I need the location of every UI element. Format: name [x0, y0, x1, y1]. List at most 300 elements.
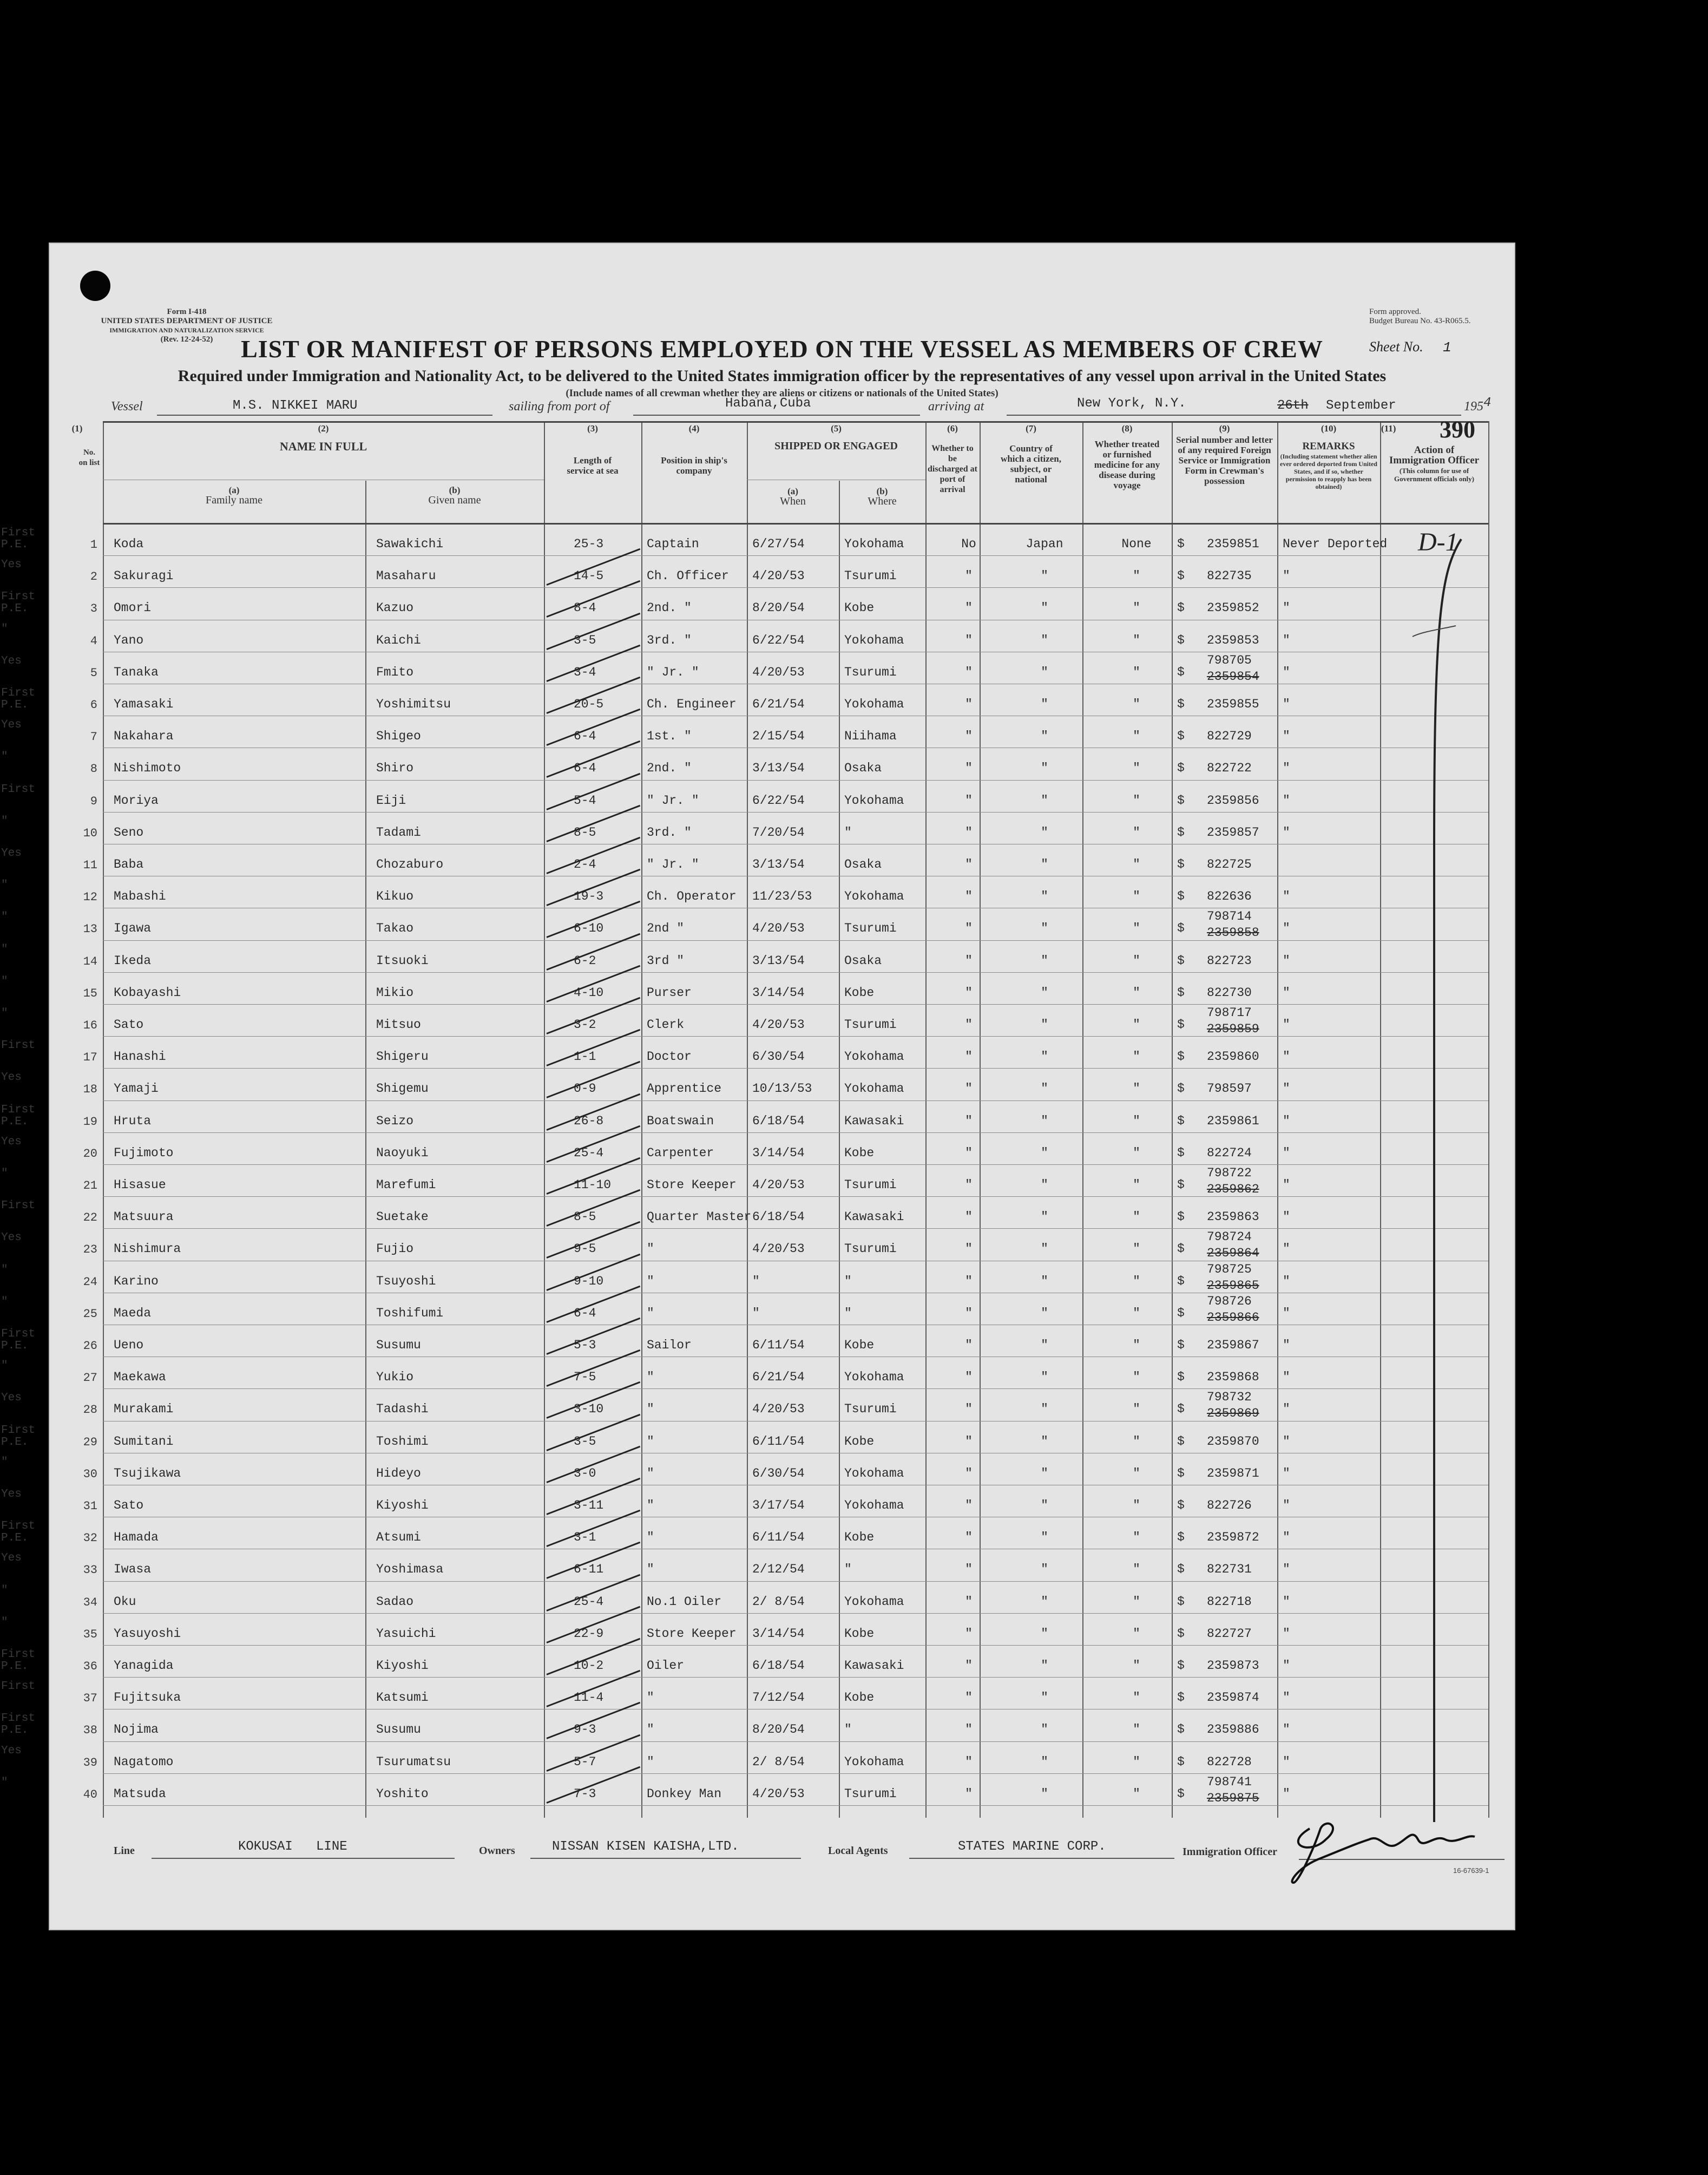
cell-family: Koda [114, 537, 144, 551]
cell-given: Yoshimitsu [376, 697, 451, 711]
cell-discharge: " [965, 1691, 973, 1705]
cell-where: Osaka [844, 857, 882, 872]
table-row [1, 813, 1488, 844]
cell-remarks: " [1283, 1691, 1290, 1705]
cell-given: Fmito [376, 665, 414, 679]
cell-position: 3rd " [647, 953, 685, 968]
cell-dollar-sign: $ [1177, 1018, 1185, 1032]
cell-dollar-sign: $ [1177, 1402, 1185, 1417]
cell-serial: 2359862 [1207, 1182, 1259, 1196]
cell-where: Kobe [844, 1530, 875, 1545]
agents-underline [909, 1858, 1174, 1859]
row-number: 11 [83, 859, 97, 872]
cell-country: " [1041, 1018, 1048, 1032]
cell-family: Sato [114, 1498, 144, 1512]
cell-position: Boatswain [647, 1113, 714, 1128]
cell-dollar-sign: $ [1177, 1786, 1185, 1801]
table-row [1, 1614, 1488, 1646]
cell-given: Yoshito [376, 1786, 429, 1801]
cell-when: 7/20/54 [752, 825, 805, 840]
cell-family: Ikeda [114, 953, 152, 968]
cell-position: " [647, 1754, 654, 1769]
cell-position: Purser [647, 985, 692, 1000]
cell-remarks: " [1283, 1466, 1290, 1480]
cell-dollar-sign: $ [1177, 1659, 1185, 1673]
table-row [1, 1389, 1488, 1421]
cell-when: 6/21/54 [752, 1370, 805, 1385]
cell-dollar-sign: $ [1177, 1050, 1185, 1064]
row-number: 10 [83, 826, 97, 840]
row-mark: Yes [1, 847, 22, 860]
cell-medicine: " [1133, 1562, 1140, 1577]
cell-country: " [1041, 1242, 1048, 1256]
cell-medicine: " [1133, 601, 1140, 615]
table-row [1, 1774, 1488, 1806]
row-mark: " [1, 975, 8, 988]
cell-country: " [1041, 1498, 1048, 1512]
cell-serial: 2359875 [1207, 1791, 1259, 1805]
cell-dollar-sign: $ [1177, 665, 1185, 679]
row-number: 21 [83, 1179, 97, 1193]
cell-medicine: " [1133, 1306, 1140, 1320]
cell-position: Donkey Man [647, 1786, 722, 1801]
table-row [1, 1005, 1488, 1037]
col-serial-header [1172, 423, 1277, 486]
cell-when: 3/17/54 [752, 1498, 805, 1512]
cell-discharge: " [965, 1530, 973, 1545]
cell-serial: 822735 [1207, 569, 1252, 584]
cell-country: " [1041, 1754, 1048, 1769]
cell-serial: 2359863 [1207, 1210, 1259, 1224]
cell-family: Matsuura [114, 1210, 174, 1224]
cell-given: Eiji [376, 793, 406, 808]
row-number: 15 [83, 986, 97, 1000]
table-row [1, 1165, 1488, 1197]
cell-remarks: " [1283, 1370, 1290, 1385]
cell-family: Omori [114, 601, 152, 615]
cell-where: Kobe [844, 985, 875, 1000]
col-label: Family name [206, 494, 262, 506]
cell-discharge: " [965, 761, 973, 776]
cell-given: Tadami [376, 825, 421, 840]
cell-medicine: " [1133, 793, 1140, 808]
row-number: 23 [83, 1243, 97, 1257]
cell-family: Sato [114, 1018, 144, 1032]
cell-serial: 822730 [1207, 985, 1252, 1000]
cell-remarks: " [1283, 1113, 1290, 1128]
cell-country: " [1041, 1594, 1048, 1609]
cell-medicine: None [1121, 537, 1152, 551]
arrival-month: September [1326, 398, 1396, 413]
cell-service: 3-11 [574, 1498, 604, 1512]
cell-remarks: " [1283, 1178, 1290, 1192]
cell-family: Nagatomo [114, 1754, 174, 1769]
cell-serial: 2359886 [1207, 1722, 1259, 1737]
col-num: (6) [947, 423, 958, 434]
cell-position: " [647, 1370, 654, 1385]
row-number: 28 [83, 1403, 97, 1417]
cell-service: 8-5 [574, 825, 596, 840]
col-label: SHIPPED OR ENGAGED [774, 440, 898, 452]
cell-country: " [1041, 1274, 1048, 1288]
cell-country: " [1041, 1722, 1048, 1737]
cell-service: 11-10 [574, 1178, 612, 1192]
cell-when: 4/20/53 [752, 921, 805, 936]
table-row [1, 716, 1488, 748]
cell-given: Suetake [376, 1210, 429, 1224]
cell-discharge: " [965, 793, 973, 808]
cell-given: Toshifumi [376, 1306, 444, 1320]
cell-where: Tsurumi [844, 1018, 897, 1032]
cell-family: Sumitani [114, 1434, 174, 1449]
cell-remarks: " [1283, 1145, 1290, 1160]
cell-dollar-sign: $ [1177, 889, 1185, 904]
cell-serial: 2359851 [1207, 537, 1259, 551]
cell-dollar-sign: $ [1177, 569, 1185, 584]
cell-medicine: " [1133, 1754, 1140, 1769]
print-code: 16-67639-1 [1453, 1866, 1489, 1875]
cell-discharge: " [965, 1434, 973, 1449]
cell-position: 3rd. " [647, 825, 692, 840]
cell-service: 5-3 [574, 1338, 596, 1352]
cell-dollar-sign: $ [1177, 953, 1185, 968]
cell-position: " [647, 1466, 654, 1480]
cell-country: " [1041, 761, 1048, 776]
cell-remarks: " [1283, 889, 1290, 904]
cell-serial-replacement: 798724 [1207, 1230, 1252, 1244]
cell-family: Oku [114, 1594, 136, 1609]
table-row [1, 1037, 1488, 1069]
vessel-underline [157, 415, 492, 416]
cell-serial: 2359855 [1207, 697, 1259, 711]
cell-medicine: " [1133, 1594, 1140, 1609]
cell-given: Katsumi [376, 1691, 429, 1705]
row-mark: First P.E. [1, 1328, 36, 1352]
row-mark: " [1, 623, 8, 636]
cell-family: Fujitsuka [114, 1691, 181, 1705]
cell-remarks: " [1283, 825, 1290, 840]
cell-service: 5-4 [574, 793, 596, 808]
cell-discharge: " [965, 1050, 973, 1064]
cell-given: Sawakichi [376, 537, 444, 551]
cell-discharge: " [965, 985, 973, 1000]
cell-serial: 822731 [1207, 1562, 1252, 1577]
cell-discharge: " [965, 1082, 973, 1096]
cell-when: 4/20/53 [752, 569, 805, 584]
cell-service: 6-2 [574, 953, 596, 968]
row-mark: " [1, 815, 8, 828]
col-label: Whether treated or furnished medicine for any disease during voyage [1094, 439, 1160, 490]
cell-serial: 2359859 [1207, 1022, 1259, 1036]
cell-discharge: " [965, 1498, 973, 1512]
cell-discharge: " [965, 953, 973, 968]
row-number: 2 [90, 570, 97, 584]
cell-position: Quarter Master [647, 1210, 752, 1224]
cell-family: Kobayashi [114, 985, 181, 1000]
cell-country: " [1041, 1306, 1048, 1320]
agents-label: Local Agents [828, 1845, 888, 1857]
form-approval-block [1369, 307, 1510, 326]
col-num: (b) [449, 485, 461, 495]
cell-serial: 2359857 [1207, 825, 1259, 840]
table-row [1, 1678, 1488, 1709]
cell-given: Itsuoki [376, 953, 429, 968]
cell-discharge: " [965, 665, 973, 679]
cell-remarks: " [1283, 1274, 1290, 1288]
cell-when: 6/11/54 [752, 1434, 805, 1449]
cell-where: Niihama [844, 729, 897, 744]
cell-discharge: " [965, 1210, 973, 1224]
cell-discharge: " [965, 1242, 973, 1256]
cell-remarks: " [1283, 1402, 1290, 1417]
cell-where: Yokohama [844, 1050, 904, 1064]
cell-remarks: " [1283, 1594, 1290, 1609]
cell-service: 3-0 [574, 1466, 596, 1480]
cell-where: Kobe [844, 1691, 875, 1705]
cell-remarks: Never Deported [1283, 537, 1388, 551]
cell-medicine: " [1133, 1786, 1140, 1801]
cell-given: Shigeru [376, 1050, 429, 1064]
cell-discharge: " [965, 1018, 973, 1032]
cell-dollar-sign: $ [1177, 1082, 1185, 1096]
cell-discharge: " [965, 1754, 973, 1769]
cell-service: 8-5 [574, 1210, 596, 1224]
cell-dollar-sign: $ [1177, 633, 1185, 647]
cell-remarks: " [1283, 1082, 1290, 1096]
row-mark: " [1, 1007, 8, 1020]
cell-service: 6-10 [574, 921, 604, 936]
cell-dollar-sign: $ [1177, 1722, 1185, 1737]
row-mark: " [1, 1616, 8, 1629]
cell-where: Kawasaki [844, 1113, 904, 1128]
cell-medicine: " [1133, 761, 1140, 776]
cell-country: " [1041, 1562, 1048, 1577]
cell-position: 2nd " [647, 921, 685, 936]
table-row [1, 1453, 1488, 1485]
table-row [1, 1069, 1488, 1100]
cell-service: 26-8 [574, 1113, 604, 1128]
row-number: 30 [83, 1467, 97, 1481]
col-label: Action of Immigration Officer [1389, 444, 1480, 466]
col-medicine-header [1082, 423, 1172, 490]
cell-country: " [1041, 1402, 1048, 1417]
cell-given: Tsurumatsu [376, 1754, 451, 1769]
arrival-year-suffix: 4 [1483, 396, 1492, 410]
cell-family: Karino [114, 1274, 159, 1288]
cell-serial-replacement: 798714 [1207, 909, 1252, 924]
cell-serial: 798597 [1207, 1082, 1252, 1096]
cell-medicine: " [1133, 1210, 1140, 1224]
cell-where: " [844, 825, 852, 840]
row-number: 25 [83, 1307, 97, 1321]
cell-service: 3-10 [574, 1402, 604, 1417]
cell-position: 2nd. " [647, 601, 692, 615]
table-row [1, 1293, 1488, 1325]
row-number: 19 [83, 1115, 97, 1129]
cell-serial: 2359869 [1207, 1406, 1259, 1421]
row-number: 35 [83, 1627, 97, 1641]
cell-remarks: " [1283, 1242, 1290, 1256]
cell-where: " [844, 1562, 852, 1577]
cell-medicine: " [1133, 985, 1140, 1000]
vessel-label: Vessel [111, 399, 143, 414]
row-number: 9 [90, 794, 97, 808]
cell-country: " [1041, 1659, 1048, 1673]
cell-discharge: " [965, 889, 973, 904]
cell-family: Maeda [114, 1306, 152, 1320]
cell-where: Kobe [844, 1338, 875, 1352]
cell-country: " [1041, 1786, 1048, 1801]
agency-line-1: UNITED STATES DEPARTMENT OF JUSTICE [101, 317, 273, 325]
cell-when: 6/22/54 [752, 793, 805, 808]
row-mark: Yes [1, 1744, 22, 1757]
cell-where: " [844, 1722, 852, 1737]
cell-medicine: " [1133, 569, 1140, 584]
cell-remarks: " [1283, 1210, 1290, 1224]
row-mark: " [1, 1360, 8, 1373]
cell-service: 6-4 [574, 1306, 596, 1320]
cell-position: " [647, 1498, 654, 1512]
cell-family: Nojima [114, 1722, 159, 1737]
cell-service: 6-4 [574, 761, 596, 776]
cell-country: " [1041, 1338, 1048, 1352]
col-where-header [839, 486, 925, 507]
cell-serial: 2359870 [1207, 1434, 1259, 1449]
cell-service: 19-3 [574, 889, 604, 904]
cell-dollar-sign: $ [1177, 1754, 1185, 1769]
row-mark: First P.E. [1, 1648, 36, 1673]
col-num: (3) [587, 423, 598, 434]
cell-when: 3/13/54 [752, 953, 805, 968]
cell-family: Matsuda [114, 1786, 166, 1801]
cell-where: Yokohama [844, 1082, 904, 1096]
cell-dollar-sign: $ [1177, 697, 1185, 711]
cell-position: " [647, 1402, 654, 1417]
row-mark: First [1, 1200, 36, 1213]
line-label: Line [114, 1845, 135, 1857]
form-revision: (Rev. 12-24-52) [160, 335, 213, 344]
cell-country: " [1041, 857, 1048, 872]
cell-family: Yanagida [114, 1659, 174, 1673]
cell-family: Nishimoto [114, 761, 181, 776]
cell-serial: 2359874 [1207, 1691, 1259, 1705]
arrival-day: 26th [1277, 398, 1309, 413]
table-row [1, 684, 1488, 716]
cell-medicine: " [1133, 825, 1140, 840]
table-row [1, 524, 1488, 556]
cell-where: Tsurumi [844, 665, 897, 679]
cell-family: Hisasue [114, 1178, 166, 1192]
cell-medicine: " [1133, 1242, 1140, 1256]
cell-dollar-sign: $ [1177, 1145, 1185, 1160]
cell-position: " [647, 1691, 654, 1705]
cell-position: " [647, 1562, 654, 1577]
cell-discharge: " [965, 1274, 973, 1288]
cell-dollar-sign: $ [1177, 1338, 1185, 1352]
table-row [1, 1709, 1488, 1741]
cell-family: Yamasaki [114, 697, 174, 711]
table-row [1, 1582, 1488, 1614]
cell-service: 9-10 [574, 1274, 604, 1288]
cell-given: Shigeo [376, 729, 421, 744]
cell-when: 3/13/54 [752, 857, 805, 872]
cell-discharge: " [965, 1659, 973, 1673]
row-number: 32 [83, 1531, 97, 1545]
cell-country: " [1041, 1210, 1048, 1224]
cell-position: 2nd. " [647, 761, 692, 776]
cell-given: Kaichi [376, 633, 421, 647]
sheet-number-block [1369, 339, 1451, 356]
cell-family: Mabashi [114, 889, 166, 904]
cell-country: " [1041, 953, 1048, 968]
row-number: 18 [83, 1083, 97, 1097]
cell-remarks: " [1283, 633, 1290, 647]
cell-serial-replacement: 798725 [1207, 1262, 1252, 1276]
manifest-subnote: (Include names of all crewman whether they are aliens or citizens or nationals of the United States) [566, 388, 998, 399]
cell-position: 1st. " [647, 729, 692, 744]
line-underline [152, 1858, 455, 1859]
cell-country: " [1041, 697, 1048, 711]
cell-position: Store Keeper [647, 1626, 737, 1641]
col-num: (a) [228, 485, 240, 495]
table-row [1, 588, 1488, 620]
cell-discharge: " [965, 1338, 973, 1352]
cell-service: 5-7 [574, 1754, 596, 1769]
cell-given: Toshimi [376, 1434, 429, 1449]
cell-when: 8/20/54 [752, 1722, 805, 1737]
cell-medicine: " [1133, 1082, 1140, 1096]
agents-value: STATES MARINE CORP. [958, 1839, 1106, 1854]
cell-serial-replacement: 798741 [1207, 1774, 1252, 1789]
cell-dollar-sign: $ [1177, 1562, 1185, 1577]
cell-given: Seizo [376, 1113, 414, 1128]
row-mark: Yes [1, 1135, 22, 1148]
cell-position: Sailor [647, 1338, 692, 1352]
cell-discharge: " [965, 633, 973, 647]
cell-serial: 2359861 [1207, 1113, 1259, 1128]
cell-service: 22-9 [574, 1626, 604, 1641]
row-mark: Yes [1, 1488, 22, 1501]
cell-dollar-sign: $ [1177, 857, 1185, 872]
cell-serial-replacement: 798717 [1207, 1006, 1252, 1020]
cell-discharge: " [965, 1402, 973, 1417]
cell-given: Yoshimasa [376, 1562, 444, 1577]
col-num: (9) [1219, 423, 1230, 434]
row-mark: " [1, 943, 8, 956]
cell-service: 2-4 [574, 857, 596, 872]
cell-given: Naoyuki [376, 1145, 429, 1160]
cell-where: Yokohama [844, 1466, 904, 1480]
cell-service: 7-5 [574, 1370, 596, 1385]
cell-serial: 2359867 [1207, 1338, 1259, 1352]
cell-given: Susumu [376, 1722, 421, 1737]
cell-discharge: " [965, 697, 973, 711]
cell-remarks: " [1283, 1786, 1290, 1801]
cell-discharge: " [965, 1786, 973, 1801]
officer-label: Immigration Officer [1183, 1846, 1277, 1858]
cell-where: Kobe [844, 1434, 875, 1449]
cell-position: Ch. Officer [647, 569, 729, 584]
owners-label: Owners [479, 1845, 515, 1857]
row-number: 3 [90, 602, 97, 616]
manifest-title: LIST OR MANIFEST OF PERSONS EMPLOYED ON THE VESSEL AS MEMBERS OF CREW [241, 335, 1323, 363]
cell-service: 7-3 [574, 1786, 596, 1801]
cell-position: " Jr. " [647, 857, 699, 872]
cell-serial: 2359856 [1207, 793, 1259, 808]
col-label: Position in ship's company [661, 455, 727, 476]
row-mark: " [1, 1168, 8, 1180]
cell-position: " Jr. " [647, 793, 699, 808]
